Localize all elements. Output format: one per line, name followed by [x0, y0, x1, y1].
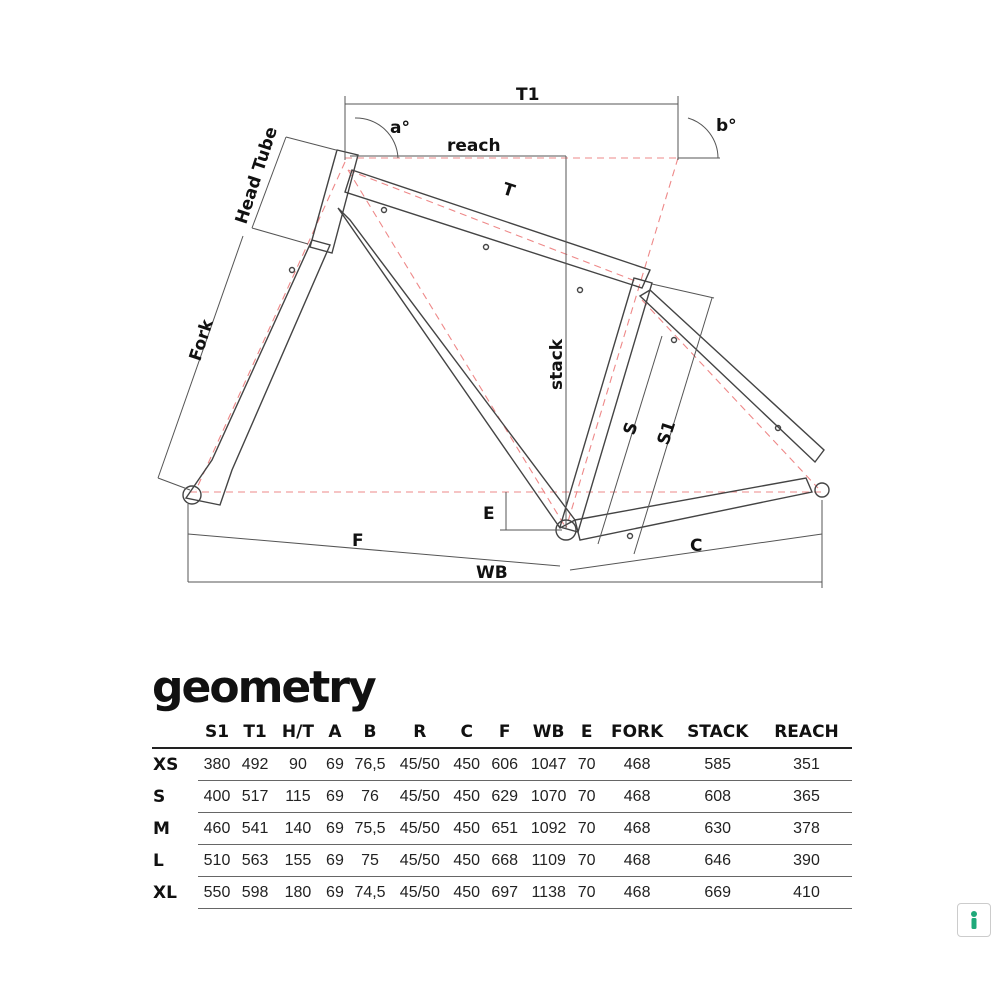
table-header-row — [152, 716, 852, 748]
size-label: M — [153, 818, 170, 839]
table-cell: 651 — [486, 813, 524, 845]
label-t: T — [499, 179, 518, 202]
table-cell: 468 — [600, 748, 675, 781]
size-label: S — [153, 786, 166, 807]
table-cell: 70 — [574, 813, 600, 845]
table-cell: 1138 — [524, 877, 574, 909]
label-c: C — [690, 536, 703, 556]
table-cell: 630 — [674, 813, 761, 845]
table-cell: 45/50 — [392, 845, 448, 877]
table-cell: 378 — [761, 813, 852, 845]
size-label: XS — [153, 754, 179, 775]
table-cell: 550 — [198, 877, 236, 909]
table-cell: 69 — [322, 748, 348, 781]
column-header: H/T — [274, 716, 322, 748]
table-cell: 400 — [198, 781, 236, 813]
column-header: R — [392, 716, 448, 748]
table-cell: 45/50 — [392, 781, 448, 813]
label-head-tube: Head Tube — [231, 124, 282, 227]
table-cell: 606 — [486, 748, 524, 781]
table-cell: 697 — [486, 877, 524, 909]
table-cell: 69 — [322, 845, 348, 877]
table-cell: 460 — [198, 813, 236, 845]
table-cell: 468 — [600, 781, 675, 813]
table-cell: 90 — [274, 748, 322, 781]
label-s1: S1 — [653, 418, 681, 448]
table-cell: 1047 — [524, 748, 574, 781]
table-cell: 76 — [348, 781, 392, 813]
table-cell: 45/50 — [392, 748, 448, 781]
table-cell: 155 — [274, 845, 322, 877]
table-cell: 468 — [600, 877, 675, 909]
table-cell: 598 — [236, 877, 274, 909]
table-cell: 69 — [322, 781, 348, 813]
label-t1: T1 — [516, 85, 540, 105]
table-cell: 510 — [198, 845, 236, 877]
table-cell: 390 — [761, 845, 852, 877]
label-b-angle: b° — [716, 116, 737, 136]
column-header: FORK — [600, 716, 675, 748]
table-cell: 450 — [448, 748, 486, 781]
table-cell: 468 — [600, 845, 675, 877]
column-header: STACK — [674, 716, 761, 748]
table-cell: 140 — [274, 813, 322, 845]
table-row — [152, 845, 852, 877]
size-label: L — [153, 850, 164, 871]
table-cell: 541 — [236, 813, 274, 845]
column-header: E — [574, 716, 600, 748]
table-cell: 76,5 — [348, 748, 392, 781]
table-cell: 1109 — [524, 845, 574, 877]
table-cell: 45/50 — [392, 877, 448, 909]
geometry-title: geometry — [152, 662, 375, 713]
table-cell: 517 — [236, 781, 274, 813]
table-cell: 180 — [274, 877, 322, 909]
table-cell: 608 — [674, 781, 761, 813]
guide-lines — [190, 158, 822, 528]
table-row — [152, 877, 852, 909]
table-cell: 380 — [198, 748, 236, 781]
geometry-table — [152, 716, 852, 909]
size-column-header — [152, 716, 198, 748]
info-button[interactable] — [957, 903, 991, 937]
table-cell: 351 — [761, 748, 852, 781]
table-cell: 74,5 — [348, 877, 392, 909]
column-header: A — [322, 716, 348, 748]
table-cell: 70 — [574, 845, 600, 877]
column-header: T1 — [236, 716, 274, 748]
table-row — [152, 781, 852, 813]
table-cell: 69 — [322, 813, 348, 845]
table-cell: 69 — [322, 877, 348, 909]
table-cell: 410 — [761, 877, 852, 909]
column-header: F — [486, 716, 524, 748]
label-wb: WB — [476, 563, 508, 583]
column-header: WB — [524, 716, 574, 748]
frame-outline — [183, 150, 829, 540]
table-cell: 450 — [448, 781, 486, 813]
table-cell: 70 — [574, 748, 600, 781]
table-cell: 45/50 — [392, 813, 448, 845]
label-a-angle: a° — [390, 118, 410, 138]
table-cell: 450 — [448, 845, 486, 877]
column-header: REACH — [761, 716, 852, 748]
table-row — [152, 748, 852, 781]
table-cell: 646 — [674, 845, 761, 877]
size-label: XL — [153, 882, 177, 903]
label-f: F — [352, 531, 364, 551]
label-fork: Fork — [185, 317, 218, 364]
table-cell: 468 — [600, 813, 675, 845]
info-icon — [958, 904, 990, 936]
column-header: B — [348, 716, 392, 748]
table-cell: 450 — [448, 813, 486, 845]
table-row — [152, 813, 852, 845]
table-cell: 75,5 — [348, 813, 392, 845]
table-cell: 450 — [448, 877, 486, 909]
table-cell: 668 — [486, 845, 524, 877]
table-cell: 70 — [574, 877, 600, 909]
table-cell: 1070 — [524, 781, 574, 813]
label-s: S — [619, 419, 643, 438]
table-cell: 365 — [761, 781, 852, 813]
column-header: S1 — [198, 716, 236, 748]
table-cell: 115 — [274, 781, 322, 813]
table-cell: 70 — [574, 781, 600, 813]
table-cell: 1092 — [524, 813, 574, 845]
column-header: C — [448, 716, 486, 748]
table-cell: 629 — [486, 781, 524, 813]
label-reach: reach — [447, 136, 501, 156]
table-cell: 585 — [674, 748, 761, 781]
table-cell: 75 — [348, 845, 392, 877]
table-cell: 563 — [236, 845, 274, 877]
table-cell: 669 — [674, 877, 761, 909]
table-cell: 492 — [236, 748, 274, 781]
label-e: E — [483, 504, 495, 524]
label-stack: stack — [547, 338, 567, 390]
